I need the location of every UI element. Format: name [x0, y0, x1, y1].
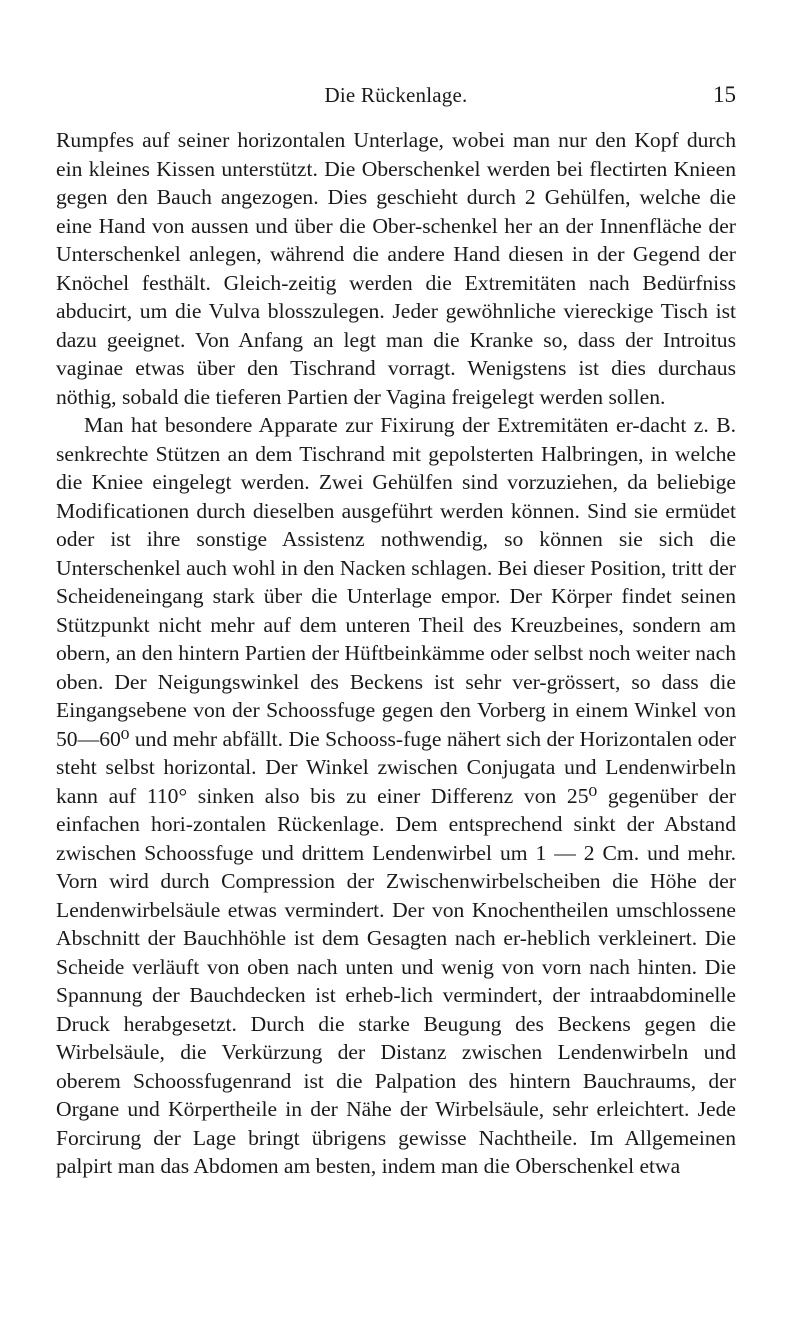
body-text	[56, 126, 736, 1181]
page-number: 15	[713, 82, 736, 107]
paragraph: Man hat besondere Apparate zur Fixirung der Extremitäten er-dacht z. B. senkrechte Stützen an dem Tischrand mit gepolsterten Halbringen, in welche die Kniee eingelegt werden. Zwei Gehülfen sind vorzuziehen, da beliebige Modificationen durch dieselben ausgeführt werden können. Sind sie ermüdet oder ist ihre sonstige Assistenz nothwendig, so können sie sich die Unterschenkel auch wohl in den Nacken schlagen. Bei dieser Position, tritt der Scheideneingang stark über die Unterlage empor. Der Körper findet seinen Stützpunkt nicht mehr auf dem unteren Theil des Kreuzbeines, sondern am obern, an den hintern Partien der Hüftbeinkämme oder selbst noch weiter nach oben. Der Neigungswinkel des Beckens ist sehr ver-grössert, so dass die Eingangsebene von der Schoossfuge gegen den Vorberg in einem Winkel von 50—60⁰ und mehr abfällt. Die Schooss-fuge nähert sich der Horizontalen oder steht selbst horizontal. Der Winkel zwischen Conjugata und Lendenwirbeln kann auf 110° sinken also bis zu einer Differenz von 25⁰ gegenüber der einfachen hori-zontalen Rückenlage. Dem entsprechend sinkt der Abstand zwischen Schoossfuge und drittem Lendenwirbel um 1 — 2 Cm. und mehr. Vorn wird durch Compression der Zwischenwirbelscheiben die Höhe der Lendenwirbelsäule etwas vermindert. Der von Knochentheilen umschlossene Abschnitt der Bauchhöhle ist dem Gesagten nach er-heblich verkleinert. Die Scheide verläuft von oben nach unten und wenig von vorn nach hinten. Die Spannung der Bauchdecken ist erheb-lich vermindert, der intraabdominelle Druck herabgesetzt. Durch die starke Beugung des Beckens gegen die Wirbelsäule, die Verkürzung der Distanz zwischen Lendenwirbeln und oberem Schoossfugenrand ist die Palpation des hintern Bauchraums, der Organe und Körpertheile in der Nähe der Wirbelsäule, sehr erleichtert. Jede Forcirung der Lage bringt übrigens gewisse Nachtheile. Im Allgemeinen palpirt man das Abdomen am besten, indem man die Oberschenkel etwa	[56, 413, 736, 1178]
running-title: Die Rückenlage.	[324, 83, 468, 107]
paragraph: Rumpfes auf seiner horizontalen Unterlage, wobei man nur den Kopf durch ein kleines Kissen unterstützt. Die Oberschenkel werden bei flectirten Knieen gegen den Bauch angezogen. Dies geschieht durch 2 Gehülfen, welche die eine Hand von aussen und über die Ober-schenkel her an der Innenfläche der Unterschenkel anlegen, während die andere Hand diesen in der Gegend der Knöchel festhält. Gleich-zeitig werden die Extremitäten nach Bedürfniss abducirt, um die Vulva blosszulegen. Jeder gewöhnliche viereckige Tisch ist dazu geeignet. Von Anfang an legt man die Kranke so, dass der Introitus vaginae etwas über den Tischrand vorragt. Wenigstens ist dies durchaus nöthig, sobald die tieferen Partien der Vagina freigelegt werden sollen.	[56, 128, 736, 409]
running-head	[56, 83, 736, 113]
